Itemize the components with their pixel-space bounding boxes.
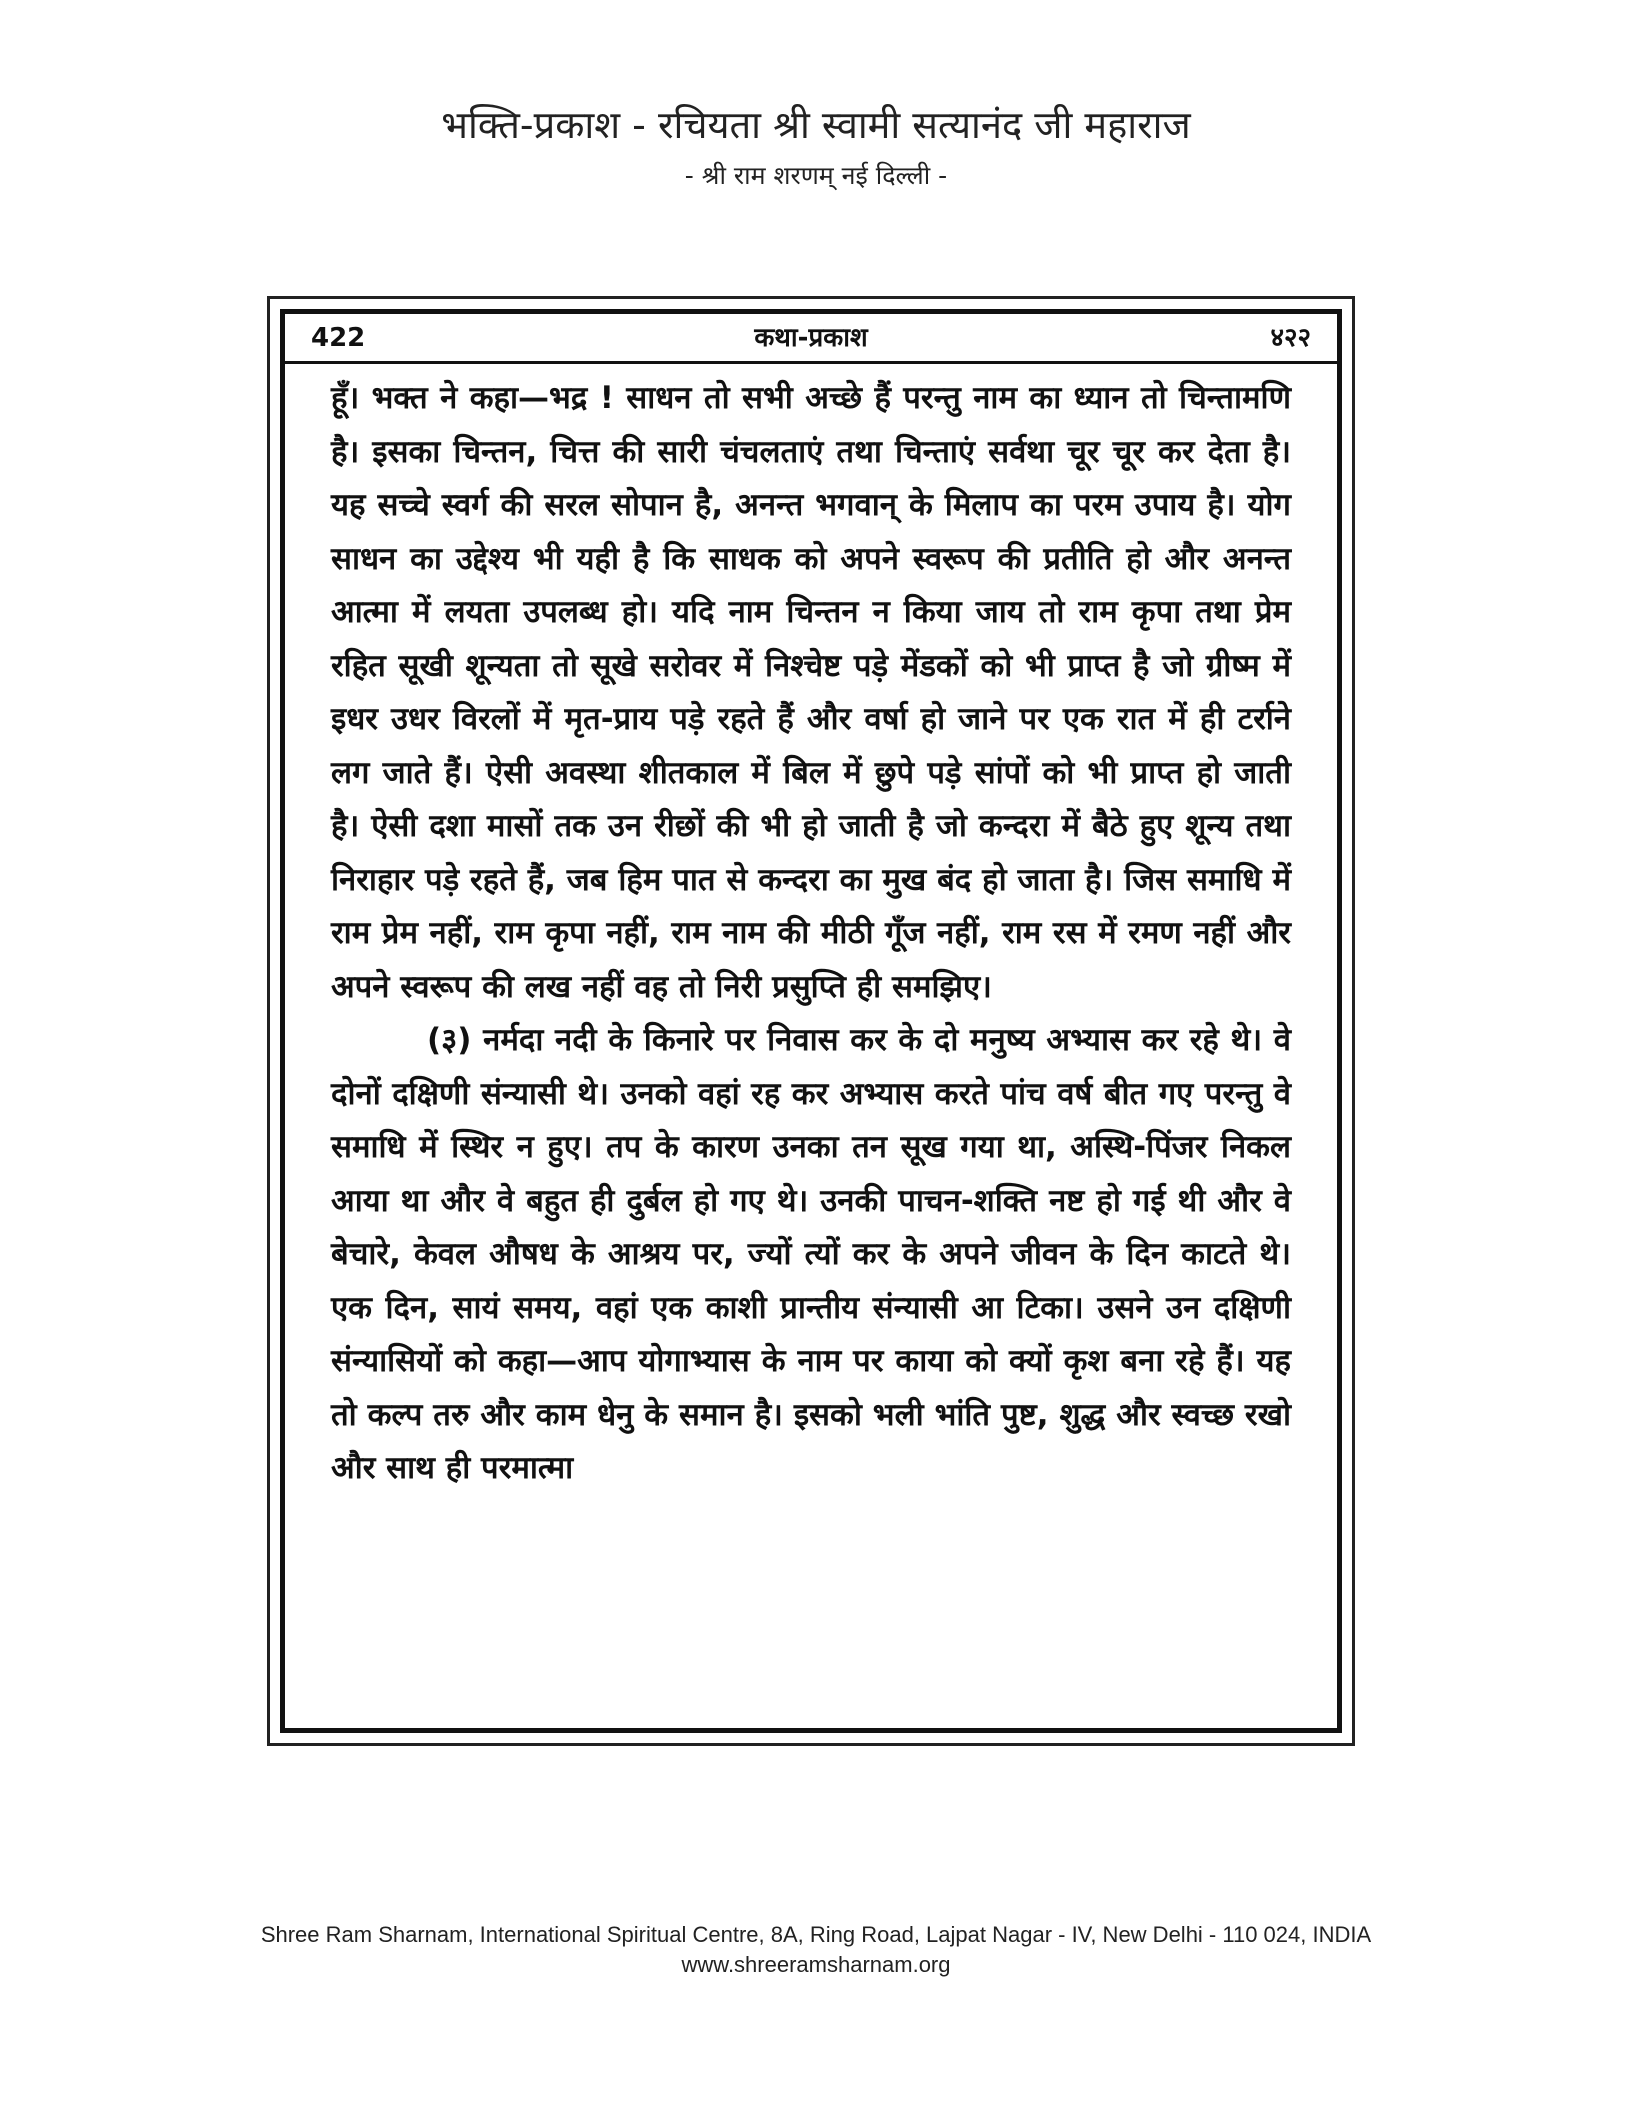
page-number-arabic: 422	[311, 323, 366, 353]
page-body	[331, 372, 1291, 1496]
page-number-devanagari: ४२२	[1270, 323, 1311, 353]
book-title: भक्ति-प्रकाश - रचियता श्री स्वामी सत्यानंद जी महाराज	[441, 103, 1191, 147]
book-subtitle: - श्री राम शरणम् नई दिल्ली -	[684, 161, 948, 190]
document-footer	[0, 1920, 1632, 1980]
page-frame-outer	[267, 296, 1355, 1746]
chapter-title: कथा-प्रकाश	[754, 323, 868, 353]
page-frame-inner	[280, 309, 1342, 1733]
footer-website: www.shreeramsharnam.org	[681, 1952, 951, 1977]
paragraph: हूँ। भक्त ने कहा—भद्र ! साधन तो सभी अच्छे हैं परन्तु नाम का ध्यान तो चिन्तामणि है। इसका चिन्तन, चित्त की सारी चंचलताएं तथा चिन्ताएं सर्वथा चूर चूर कर देता है। यह सच्चे स्वर्ग की सरल सोपान है, अनन्त भगवान् के मिलाप का परम उपाय है। योग साधन का उद्देश्य भी यही है कि साधक को अपने स्वरूप की प्रतीति हो और अनन्त आत्मा में लयता उपलब्ध हो। यदि नाम चिन्तन न किया जाय तो राम कृपा तथा प्रेम रहित सूखी शून्यता तो सूखे सरोवर में निश्चेष्ट पड़े मेंडकों को भी प्राप्त है जो ग्रीष्म में इधर उधर विरलों में मृत-प्राय पड़े रहते हैं और वर्षा हो जाने पर एक रात में ही टर्राने लग जाते हैं। ऐसी अवस्था शीतकाल में बिल में छुपे पड़े सांपों को भी प्राप्त हो जाती है। ऐसी दशा मासों तक उन रीछों की भी हो जाती है जो कन्दरा में बैठे हुए शून्य तथा निराहार पड़े रहते हैं, जब हिम पात से कन्दरा का मुख बंद हो जाता है। जिस समाधि में राम प्रेम नहीं, राम कृपा नहीं, राम नाम की मीठी गूँज नहीं, राम रस में रमण नहीं और अपने स्वरूप की लख नहीं वह तो निरी प्रसुप्ति ही समझिए।	[331, 380, 1291, 1005]
document-header	[0, 100, 1632, 196]
paragraph: (३) नर्मदा नदी के किनारे पर निवास कर के दो मनुष्य अभ्यास कर रहे थे। वे दोनों दक्षिणी संन्यासी थे। उनको वहां रह कर अभ्यास करते पांच वर्ष बीत गए परन्तु वे समाधि में स्थिर न हुए। तप के कारण उनका तन सूख गया था, अस्थि-पिंजर निकल आया था और वे बहुत ही दुर्बल हो गए थे। उनकी पाचन-शक्ति नष्ट हो गई थी और वे बेचारे, केवल औषध के आश्रय पर, ज्यों त्यों कर के अपने जीवन के दिन काटते थे। एक दिन, सायं समय, वहां एक काशी प्रान्तीय संन्यासी आ टिका। उसने उन दक्षिणी संन्यासियों को कहा—आप योगाभ्यास के नाम पर काया को क्यों कृश बना रहे हैं। यह तो कल्प तरु और काम धेनु के समान है। इसको भली भांति पुष्ट, शुद्ध और स्वच्छ रखो और साथ ही परमात्मा	[331, 1022, 1291, 1486]
page-running-header	[285, 314, 1337, 364]
footer-address: Shree Ram Sharnam, International Spiritual Centre, 8A, Ring Road, Lajpat Nagar - IV, New Delhi - 110 024, INDIA	[260, 1922, 1372, 1947]
